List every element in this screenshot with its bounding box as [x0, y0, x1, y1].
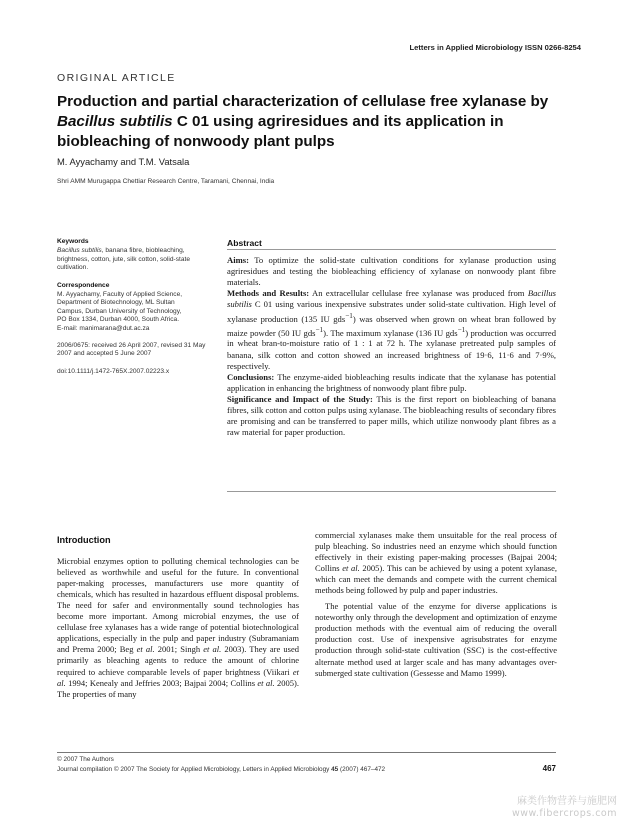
correspondence-email[interactable]: E-mail: manimarana@dut.ac.za: [57, 324, 150, 332]
methods-text-b: C 01 using various inexpensive substrates under solid-state cultivation. High level of xylanase production (135 IU gds: [227, 299, 556, 324]
methods-text-a: An extracellular cellulase free xylanase was produced from: [309, 288, 528, 299]
watermark-url: www.fibercrops.com: [511, 808, 617, 819]
abstract-conclusions: [227, 372, 556, 394]
article-dates: 2006/0675: received 26 April 2007, revised 31 May 2007 and accepted 5 June 2007: [57, 342, 206, 358]
watermark: [512, 796, 617, 820]
text-run: (2007) 467–472: [338, 766, 386, 773]
significance-text: This is the first report on biobleaching of banana fibres, silk cotton and cotton pulps using xylanase. The biobleaching results of secondary fibres are promising and can be transferred to paper mills, which utilize nonwoody plant fibres as a raw material for paper production.: [227, 393, 556, 438]
journal-compilation: [57, 766, 385, 773]
abstract: [227, 238, 556, 438]
methods-text-d: ). The maximum xylanase (136 IU gds: [323, 327, 458, 338]
conclusions-text: The enzyme-aided biobleaching results indicate that the xylanase has potential application in enhancing the brightness of nonwoody plant fibre pulp.: [227, 371, 556, 393]
introduction-heading: Introduction: [57, 535, 111, 545]
authors: M. Ayyachamy and T.M. Vatsala: [57, 156, 190, 167]
keywords-heading: Keywords: [57, 238, 89, 245]
et-al: et al.: [342, 563, 360, 574]
superscript: −1: [457, 325, 466, 334]
article-title: [57, 92, 557, 152]
aims-text: To optimize the solid-state cultivation conditions for xylanase production using agriresidues and testing the biobleaching efficiency of xylanase on nonwoody plant fibre materials.: [227, 255, 556, 288]
volume: 45: [331, 766, 339, 773]
text-run: 2005). The properties of many: [57, 677, 299, 699]
methods-text-c: ) was observed when grown on wheat bran followed by maize powder (50 IU gds: [227, 313, 556, 338]
body-column-right: [315, 530, 557, 679]
superscript: −1: [345, 311, 353, 320]
et-al: et al.: [203, 644, 222, 655]
footer-rule: [57, 752, 556, 753]
body-paragraph: [315, 530, 557, 596]
text-run: 2003). They are used primarily as bleaching agents to reduce the amount of chlorine required to achieve comparable levels of paper brightness (Viikari: [57, 644, 300, 677]
text-run: 2001; Singh: [154, 644, 204, 655]
page-number: 467: [542, 764, 556, 773]
abstract-bottom-rule: [227, 491, 556, 492]
text-run: commercial xylanases make them unsuitable for the real process of pulp bleaching. So industries need an enzyme which should function effectively in their existing paper-making processes (Bajpai 2004; Collins: [315, 530, 557, 574]
copyright: © 2007 The Authors: [57, 756, 114, 763]
body-column-left: [57, 530, 299, 700]
text-run: 2005). This can be achieved by using a potent xylanase, which can meet the demands and compete with the current chemical methods being followed by pulp and paper industries.: [315, 563, 557, 596]
methods-organism: Bacillus subtilis: [227, 288, 556, 310]
keywords-block: [57, 238, 217, 273]
keywords-text: [57, 247, 217, 272]
text-run: Journal compilation © 2007 The Society for Applied Microbiology, Letters in Applied Microbiology: [57, 766, 332, 773]
watermark-chinese: 麻类作物营养与施肥网: [517, 796, 617, 807]
methods-label: Methods and Results:: [227, 288, 310, 299]
abstract-significance: [227, 394, 556, 438]
title-part-1: Production and partial characterization of cellulase free xylanase by: [57, 93, 549, 110]
aims-label: Aims:: [227, 255, 249, 266]
significance-label: Significance and Impact of the Study:: [227, 393, 373, 404]
title-part-2: C 01 using agriresidues and its application in biobleaching of nonwoody plant pulps: [57, 113, 504, 150]
correspondence-line: M. Ayyachamy, Faculty of Applied Science,: [57, 291, 183, 299]
correspondence-block: [57, 282, 217, 333]
body-paragraph: [57, 556, 299, 700]
methods-text-e: ) production was occurred in wheat bran-to-moisture ratio of 1 : 1 at 72 h. The xylanase pretreated pulp samples of banana, silk cotton and cotton showed an increased brightness of 19·6, 11·6 and 7·9%, respectively.: [227, 327, 556, 371]
correspondence-line: Campus, Durban University of Technology,: [57, 307, 182, 315]
et-al: et al.: [136, 644, 155, 655]
doi-link[interactable]: doi:10.1111/j.1472-765X.2007.02223.x: [57, 367, 170, 375]
correspondence-line: Department of Biotechnology, ML Sultan: [57, 299, 175, 307]
article-sidebar: [57, 238, 217, 385]
title-organism: Bacillus subtilis: [57, 113, 173, 130]
et-al: et al.: [57, 666, 299, 688]
correspondence-heading: Correspondence: [57, 281, 110, 289]
journal-header: Letters in Applied Microbiology ISSN 0266-8254: [409, 43, 581, 52]
superscript: −1: [315, 325, 324, 334]
abstract-methods: [227, 288, 556, 371]
affiliation: Shri AMM Murugappa Chettiar Research Centre, Taramani, Chennai, India: [57, 178, 275, 185]
abstract-aims: [227, 255, 556, 288]
keywords-list: , banana fibre, biobleaching, brightness, cotton, jute, silk cotton, solid-state cultivation.: [57, 247, 191, 272]
abstract-heading: Abstract: [227, 238, 262, 248]
correspondence-line: PO Box 1334, Durban 4000, South Africa.: [57, 316, 180, 324]
text-run: Microbial enzymes option to polluting chemical technologies can be believed as worthwhile and useful for the future. In conventional paper-making processes, manufacturers use more quantity of chemicals, which has resulted in hazardous effluent disposal problems. The need for safer and environmentally sound technologies has become more important. Among microbial enzymes, the use of cellulase free xylanases has a wide range of potential biotechnological applications, especially in the pulp and paper industry (Subramaniam and Prema 2000; Beg: [57, 556, 299, 655]
conclusions-label: Conclusions:: [227, 371, 275, 382]
body-paragraph: The potential value of the enzyme for diverse applications is noteworthy only through the development and optimization of enzyme production methods with the eventual aim of reducing the overall production cost. Use of inexpensive agrisubstrates for enzyme production through solid-state cultivation (SSC) is the cost-effective alternate method used at larger scale and has many advantages over-submerged state cultivation (Gessesse and Mamo 1999).: [315, 601, 557, 678]
et-al: et al.: [257, 677, 275, 688]
text-run: 1994; Kenealy and Jeffries 2003; Bajpai 2004; Collins: [65, 677, 258, 688]
section-label: ORIGINAL ARTICLE: [57, 72, 176, 84]
dates-block: [57, 342, 217, 359]
doi-block: [57, 368, 217, 376]
keywords-organism: Bacillus subtilis: [57, 247, 102, 255]
